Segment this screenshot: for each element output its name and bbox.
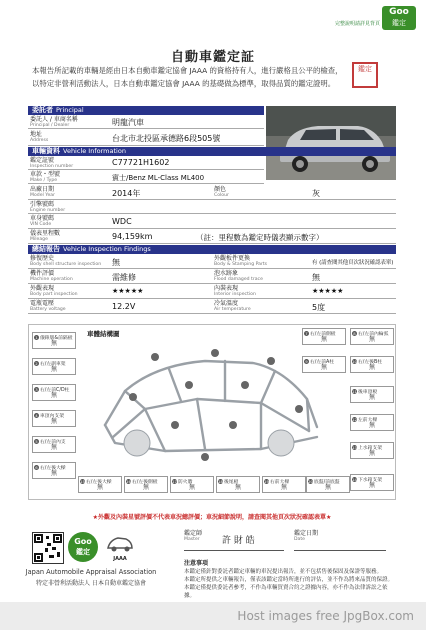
- frame-slot-20: 20底盤/前底盤 無: [306, 476, 350, 493]
- engine-number-row: 引擎號碼 Engine number: [28, 200, 396, 214]
- repair-history-value: 無: [112, 258, 120, 267]
- frame-slot-8: 8 右/左前內輪弧 無: [350, 328, 394, 345]
- colour-value: 灰: [312, 189, 320, 198]
- principal-dealer-row: 委託人 / 車商名稱 Principal / Dealer 明龍汽車: [28, 115, 264, 129]
- association-name-en: Japan Automobile Appraisal Association: [25, 568, 157, 576]
- vehicle-photo: [266, 106, 396, 180]
- car-silhouette-icon: [106, 534, 134, 552]
- section-vehicle-info: 車輛資料 Vehicle Information: [28, 147, 396, 156]
- frame-slot-2: 2 右/左副車架 無: [32, 358, 76, 375]
- inspection-number-value: C77721H1602: [112, 158, 170, 167]
- appraisal-certificate: [10, 6, 416, 600]
- frame-slot-5: 5 右/左前內支 無: [32, 436, 76, 453]
- frame-slot-19: 19右前大樑 無: [262, 476, 306, 493]
- vin-row: 車身號碼 VIN Code WDC: [28, 214, 396, 229]
- jaaa-logo: JAAA: [106, 534, 134, 558]
- master-signature-field: 鑑定師 Master 許 財 皓: [184, 528, 284, 551]
- frame-slot-7: 7 右/左前側板 無: [302, 328, 346, 345]
- mileage-row: 儀表里程數 Mileage 94,159km （註：里程數為鑑定時儀表顯示數字）: [28, 229, 396, 244]
- section-principal: 委託者 Principal: [28, 106, 264, 115]
- exterior-stars: ★★★★★: [112, 287, 144, 295]
- note-line-1: 本鑑定僅針對委託者鑑定車輛的車況提出報告，並不包括售後保固及保證等服務。: [184, 569, 383, 575]
- interior-stars: ★★★★★: [312, 287, 344, 295]
- suv-photo-icon: [266, 106, 396, 180]
- frame-slot-13: 13上水箱支架 無: [350, 442, 394, 459]
- dealer-value: 明龍汽車: [112, 118, 144, 127]
- intro-line-2: 以特定非營利活動法人，日本自動車鑑定協會 JAAA 的基礎做為標準，取得品質的鑑定證明。: [32, 79, 336, 88]
- findings-row-repair: 修復歷史 Body shell structure inspection 無 外觀板件更換 Body & Stamping Parts 有 (請查閱其他頁次狀況確認表單): [28, 254, 396, 269]
- inspection-number-row: 鑑定証號 Inspection number C77721H1602: [28, 156, 264, 170]
- body-frame-diagram: [28, 324, 396, 500]
- frame-slot-9: 9 右/左前A柱 無: [302, 356, 346, 373]
- note-line-3: 本鑑定僅提供委託者參考，不作為車輛買賣合約之證據內容，亦不作為法律訴訟之依據。: [184, 585, 388, 599]
- red-seal-stamp: 鑑定: [352, 62, 378, 88]
- goo-logo: Goo 鑑定: [382, 6, 416, 30]
- section-findings: 總結報告 Vehicle Inspection Findings: [28, 245, 396, 254]
- note-line-2: 本鑑定所提供之車輛報告，僅表該鑑定當時所進行的評估，並不作為將來品質的保證。: [184, 577, 394, 583]
- battery-value: 12.2V: [112, 302, 136, 311]
- flood-value: 無: [312, 273, 320, 282]
- panel-replacement-value: 有 (請查閱其他頁次狀況確認表單): [312, 260, 394, 266]
- address-value: 台北市北投區承德路6段505號: [112, 134, 221, 143]
- page-title: 自動車鑑定証: [170, 50, 255, 65]
- association-name-zh: 特定非營利活動法人 日本自動車鑑定協會: [36, 580, 146, 587]
- frame-slot-17: 17防火牆 無: [170, 476, 214, 493]
- ac-temp-value: 5度: [312, 303, 326, 312]
- qr-code-icon: [32, 532, 64, 564]
- make-type-row: 車款・型號 Make / Type 賓士/Benz ML-Class ML400: [28, 170, 264, 184]
- make-type-value: 賓士/Benz ML-Class ML400: [112, 174, 205, 182]
- frame-slot-18: 18後尾板 無: [216, 476, 260, 493]
- frame-slot-11: 11後車頂板 無: [350, 386, 394, 403]
- frame-title: 車體結構圖: [87, 330, 120, 338]
- frame-slot-6: 6 右/左後大樑 無: [32, 462, 76, 479]
- findings-row-battery: 電瓶電壓 Battery voltage 12.2V 冷氣溫度 Air temperature 5度: [28, 299, 396, 314]
- machine-value: 需維修: [112, 273, 136, 282]
- logo-caption: 完整說明請詳見背頁: [334, 21, 380, 27]
- frame-slot-14: 14下水箱支架 無: [350, 474, 394, 491]
- frame-slot-4: 4 車頂內支架 無: [32, 410, 76, 427]
- principal-address-row: 地址 Address 台北市北投區承德路6段505號: [28, 129, 264, 146]
- notes-title: 注意事項: [184, 560, 209, 567]
- frame-slot-12: 12左前大樑 無: [350, 414, 394, 431]
- model-year-value: 2014年: [112, 189, 141, 198]
- car-frame-icon: [85, 339, 329, 465]
- frame-slot-1: 1 儀錶版&前隔板 無: [32, 332, 76, 349]
- intro-line-1: 本報告所記載的車輛是經由日本自動車鑑定協會 JAAA 的資格持有人，進行嚴格且公平的檢查，: [32, 66, 343, 75]
- findings-row-appearance: 外觀表現 Body part inspection ★★★★★ 內裝表現 Interior inspection ★★★★★: [28, 284, 396, 299]
- frame-slot-10: 10右/左後B柱 無: [350, 356, 394, 373]
- frame-slot-15: 15右/左後大樑 無: [78, 476, 122, 493]
- vin-value: WDC: [112, 217, 132, 226]
- goo-appraisal-logo: Goo 鑑定: [68, 532, 98, 562]
- mileage-value: 94,159km: [112, 232, 153, 241]
- frame-slot-16: 16右/左後側板 無: [124, 476, 168, 493]
- mileage-note: （註：里程數為鑑定時儀表顯示數字）: [196, 233, 324, 242]
- master-name: 許 財 皓: [222, 536, 255, 546]
- frame-slot-3: 3 右/左前C/D柱 無: [32, 384, 76, 401]
- host-watermark: Host images free JpgBox.com: [0, 602, 426, 630]
- date-field: 鑑定日期 Date: [294, 528, 386, 551]
- star-rating-note: ★外觀及內裝星號評價不代表車況總評價；車況細節說明，請查閱其他頁次狀況確認表單★: [92, 514, 332, 521]
- model-year-row: 出廠日期 Model Year 2014年 顏色 Colour 灰: [28, 184, 396, 200]
- findings-row-machine: 機件評價 Machine operation 需維修 泡水跡象 Flood damaged trace 無: [28, 269, 396, 284]
